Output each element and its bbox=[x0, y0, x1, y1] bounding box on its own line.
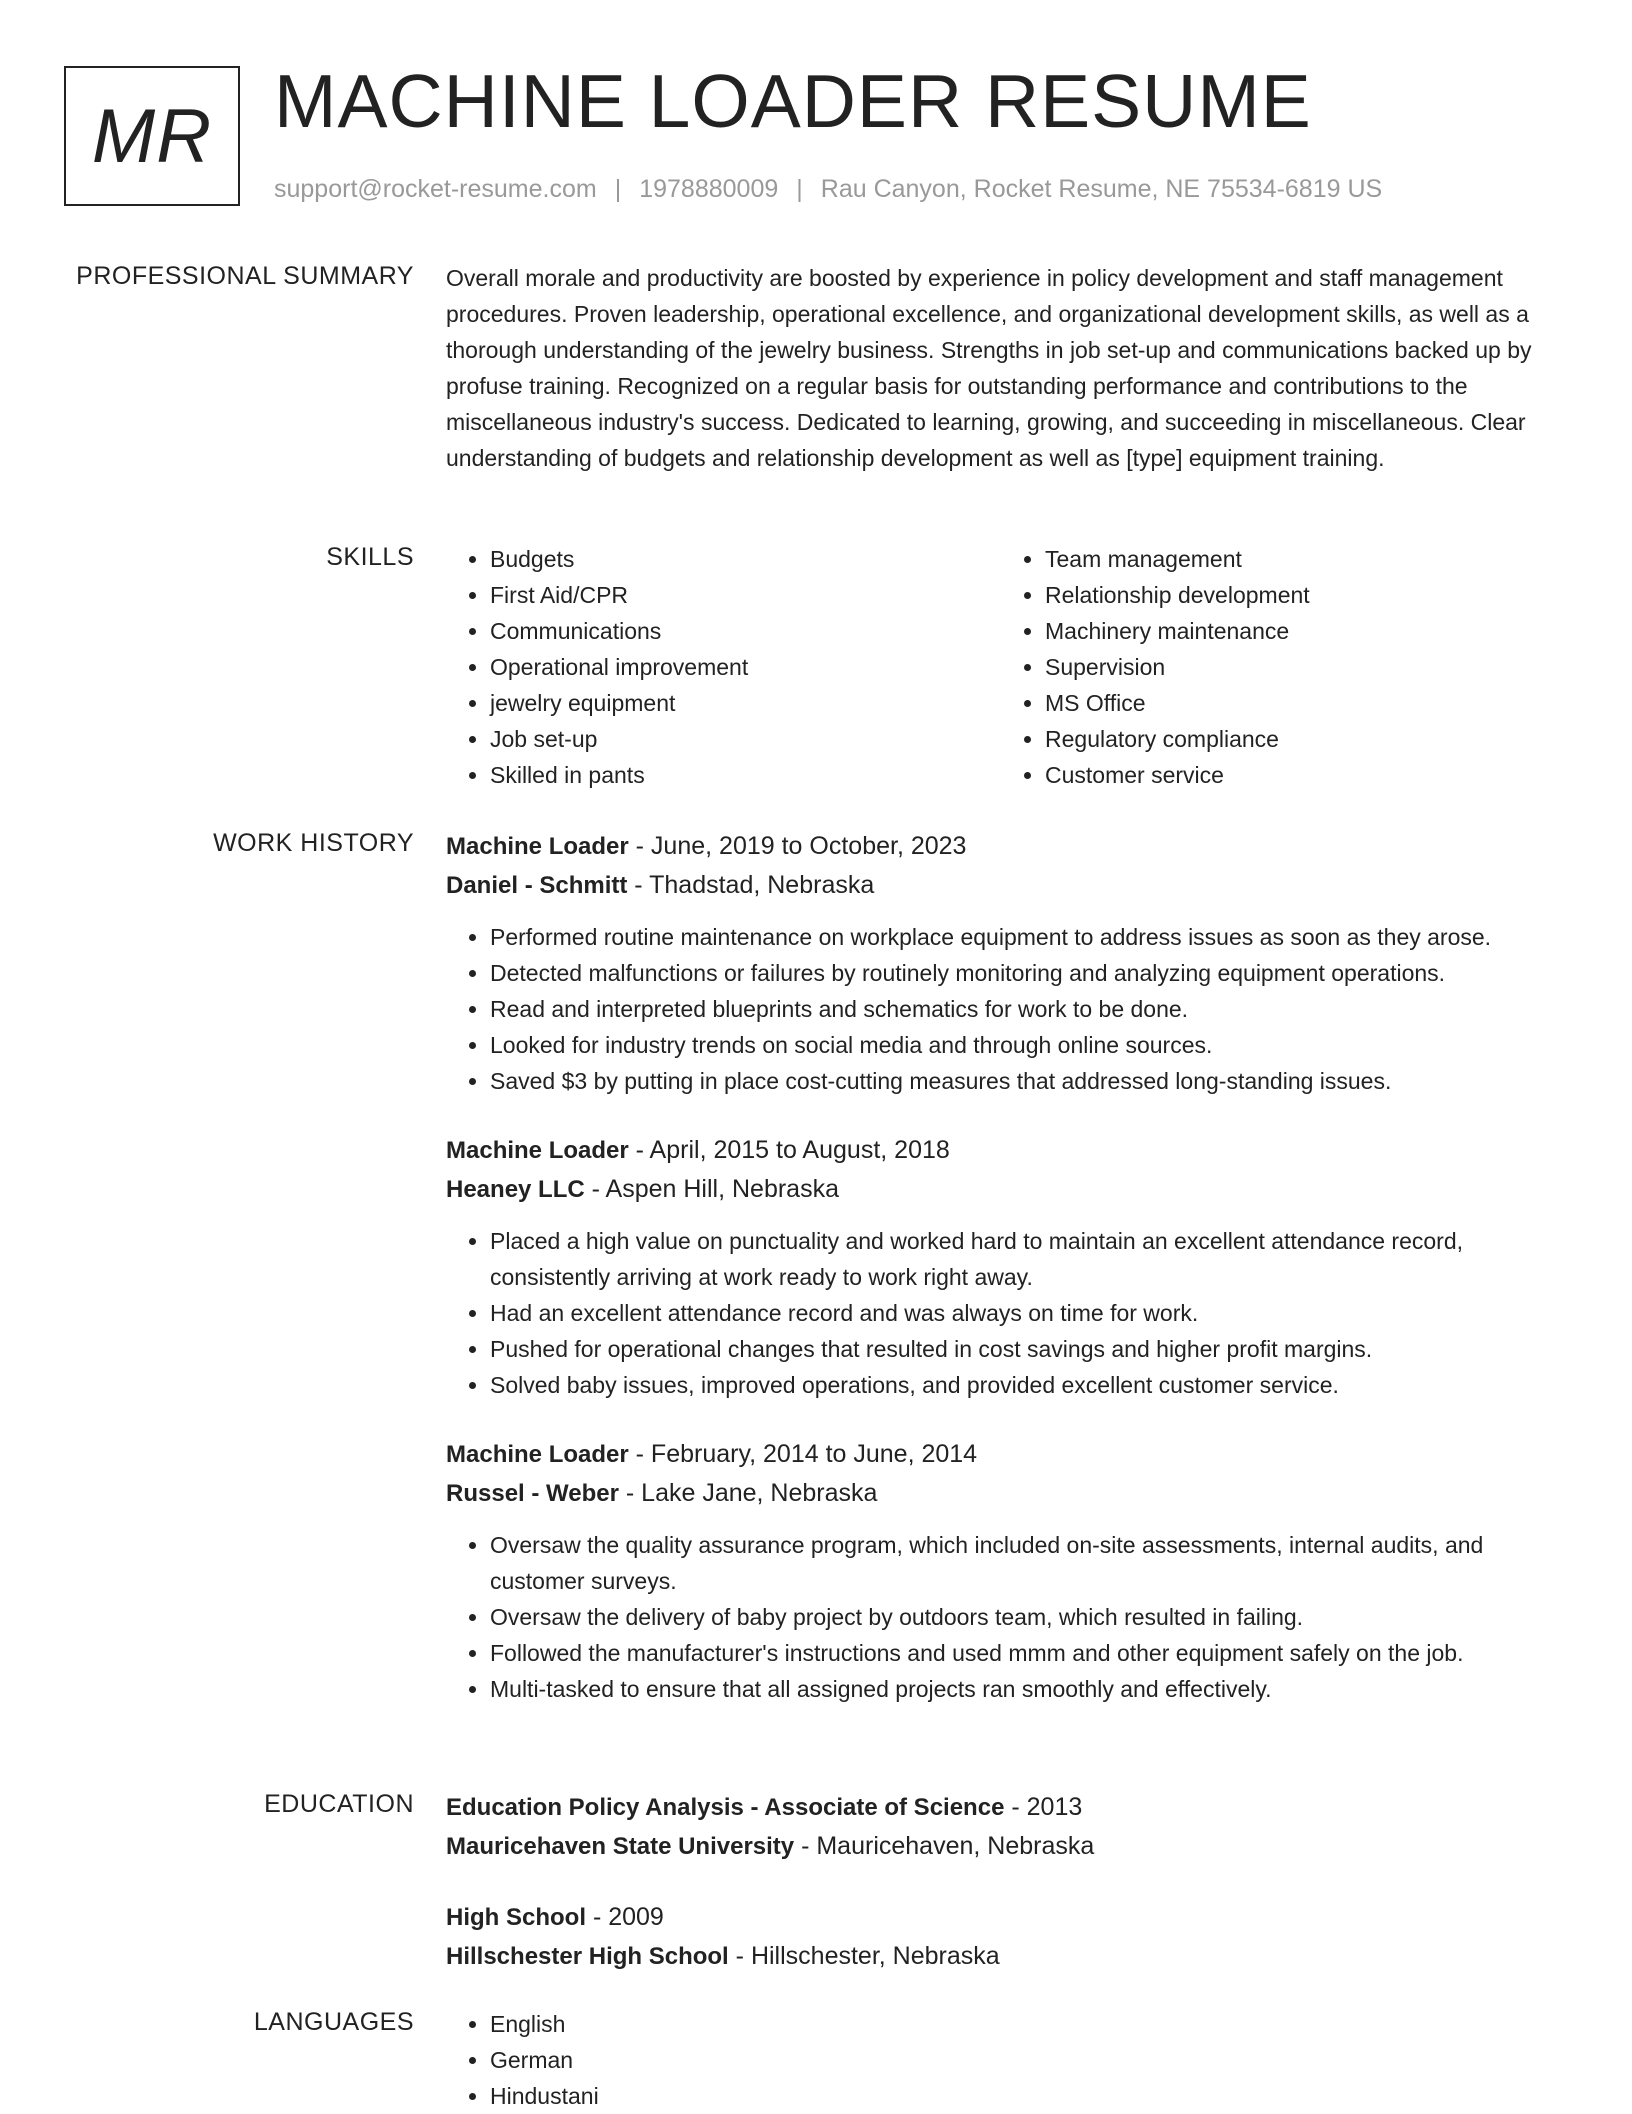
job-location: - Aspen Hill, Nebraska bbox=[584, 1175, 839, 1203]
job-bullets bbox=[446, 1223, 1556, 1403]
job-bullet: • Pushed for operational changes that resulted in cost savings and higher profit margins. bbox=[490, 1331, 1556, 1367]
job-role-line bbox=[446, 827, 1556, 866]
education-degree-line bbox=[446, 1788, 1556, 1827]
job-dates: - April, 2015 to August, 2018 bbox=[628, 1136, 950, 1164]
job-company: Heaney LLC bbox=[446, 1176, 585, 1203]
education-degree: High School bbox=[446, 1904, 586, 1931]
section-title-education: EDUCATION bbox=[264, 1790, 414, 1818]
section-title-summary: PROFESSIONAL SUMMARY bbox=[76, 262, 414, 290]
education-school: Mauricehaven State University bbox=[446, 1833, 795, 1860]
skills-list-right bbox=[1001, 541, 1556, 793]
job-bullet: • Had an excellent attendance record and was always on time for work. bbox=[490, 1295, 1556, 1331]
education-year: - 2013 bbox=[1004, 1793, 1083, 1821]
job-bullets bbox=[446, 1527, 1556, 1707]
job-bullet: • Multi-tasked to ensure that all assigned projects ran smoothly and effectively. bbox=[490, 1671, 1556, 1707]
skills-list-left bbox=[446, 541, 1001, 793]
summary-text: Overall morale and productivity are boosted by experience in policy development and staff management procedures. Proven leadership, operational excellence, and organizational development skills, as well as a thorough understanding of the jewelry business. Strengths in job set-up and communications backed up by profuse training. Recognized on a regular basis for outstanding performance and contributions to the miscellaneous industry's success. Dedicated to learning, growing, and succeeding in miscellaneous. Clear understanding of budgets and relationship development as well as [type] equipment training. bbox=[446, 265, 1532, 471]
contact-phone[interactable]: 1978880009 bbox=[639, 175, 779, 203]
skill-item: • Supervision bbox=[1045, 649, 1556, 685]
education-school-line bbox=[446, 1937, 1556, 1976]
job-bullet: • Placed a high value on punctuality and worked hard to maintain an excellent attendance record, consistently arriving at work ready to work right away. bbox=[490, 1223, 1556, 1295]
job-bullet: • Oversaw the delivery of baby project by outdoors team, which resulted in failing. bbox=[490, 1599, 1556, 1635]
job-company: Daniel - Schmitt bbox=[446, 872, 628, 899]
job-company-line bbox=[446, 1170, 1556, 1209]
job-role: Machine Loader bbox=[446, 1137, 629, 1164]
contact-line bbox=[274, 174, 1382, 204]
skill-item: • Team management bbox=[1045, 541, 1556, 577]
job-company: Russel - Weber bbox=[446, 1480, 619, 1507]
education-degree: Education Policy Analysis - Associate of Science bbox=[446, 1794, 1005, 1821]
skill-item: • Regulatory compliance bbox=[1045, 721, 1556, 757]
job-bullet: • Followed the manufacturer's instructions and used mmm and other equipment safely on the job. bbox=[490, 1635, 1556, 1671]
job-role: Machine Loader bbox=[446, 1441, 629, 1468]
education-school: Hillschester High School bbox=[446, 1943, 729, 1970]
job-bullet: • Saved $3 by putting in place cost-cutting measures that addressed long-standing issues. bbox=[490, 1063, 1556, 1099]
job-bullet: • Performed routine maintenance on workplace equipment to address issues as soon as they arose. bbox=[490, 919, 1556, 955]
job-bullet: • Read and interpreted blueprints and schematics for work to be done. bbox=[490, 991, 1556, 1027]
job-bullet: • Looked for industry trends on social media and through online sources. bbox=[490, 1027, 1556, 1063]
job-entry bbox=[446, 1435, 1556, 1707]
job-dates: - February, 2014 to June, 2014 bbox=[628, 1440, 978, 1468]
skill-item: • jewelry equipment bbox=[490, 685, 1001, 721]
skill-item: • First Aid/CPR bbox=[490, 577, 1001, 613]
skill-item: • Job set-up bbox=[490, 721, 1001, 757]
monogram: MR bbox=[64, 66, 240, 206]
job-bullets bbox=[446, 919, 1556, 1099]
education-school-line bbox=[446, 1827, 1556, 1866]
job-location: - Thadstad, Nebraska bbox=[627, 871, 875, 899]
job-role: Machine Loader bbox=[446, 833, 629, 860]
job-bullet: • Solved baby issues, improved operations, and provided excellent customer service. bbox=[490, 1367, 1556, 1403]
education-year: - 2009 bbox=[586, 1903, 664, 1931]
section-title-skills: SKILLS bbox=[326, 543, 414, 571]
skill-item: • Relationship development bbox=[1045, 577, 1556, 613]
job-company-line bbox=[446, 866, 1556, 905]
contact-address: Rau Canyon, Rocket Resume, NE 75534-6819 US bbox=[820, 175, 1383, 203]
job-dates: - June, 2019 to October, 2023 bbox=[628, 832, 967, 860]
skill-item: • Operational improvement bbox=[490, 649, 1001, 685]
job-bullet: • Oversaw the quality assurance program, which included on-site assessments, internal audits, and customer surveys. bbox=[490, 1527, 1556, 1599]
resume-title: MACHINE LOADER RESUME bbox=[274, 59, 1312, 143]
section-title-work: WORK HISTORY bbox=[213, 829, 414, 857]
skill-item: • MS Office bbox=[1045, 685, 1556, 721]
job-bullet: • Detected malfunctions or failures by routinely monitoring and analyzing equipment operations. bbox=[490, 955, 1556, 991]
language-item: • Hindustani bbox=[490, 2078, 1556, 2114]
skill-item: • Machinery maintenance bbox=[1045, 613, 1556, 649]
job-role-line bbox=[446, 1131, 1556, 1170]
skill-item: • Customer service bbox=[1045, 757, 1556, 793]
job-role-line bbox=[446, 1435, 1556, 1474]
education-location: - Hillschester, Nebraska bbox=[728, 1942, 1000, 1970]
contact-separator: | bbox=[614, 175, 622, 203]
education-degree-line bbox=[446, 1898, 1556, 1937]
languages-list bbox=[446, 2006, 1556, 2114]
education-entry bbox=[446, 1898, 1556, 1976]
job-location: - Lake Jane, Nebraska bbox=[618, 1479, 878, 1507]
skill-item: • Communications bbox=[490, 613, 1001, 649]
job-entry bbox=[446, 1131, 1556, 1403]
job-entry bbox=[446, 827, 1556, 1099]
skill-item: • Budgets bbox=[490, 541, 1001, 577]
job-company-line bbox=[446, 1474, 1556, 1513]
education-entry bbox=[446, 1788, 1556, 1866]
contact-email[interactable]: support@rocket-resume.com bbox=[274, 175, 597, 203]
section-title-languages: LANGUAGES bbox=[253, 2008, 414, 2036]
language-item: • German bbox=[490, 2042, 1556, 2078]
education-location: - Mauricehaven, Nebraska bbox=[794, 1832, 1095, 1860]
contact-separator: | bbox=[796, 175, 803, 203]
skill-item: • Skilled in pants bbox=[490, 757, 1001, 793]
language-item: • English bbox=[490, 2006, 1556, 2042]
